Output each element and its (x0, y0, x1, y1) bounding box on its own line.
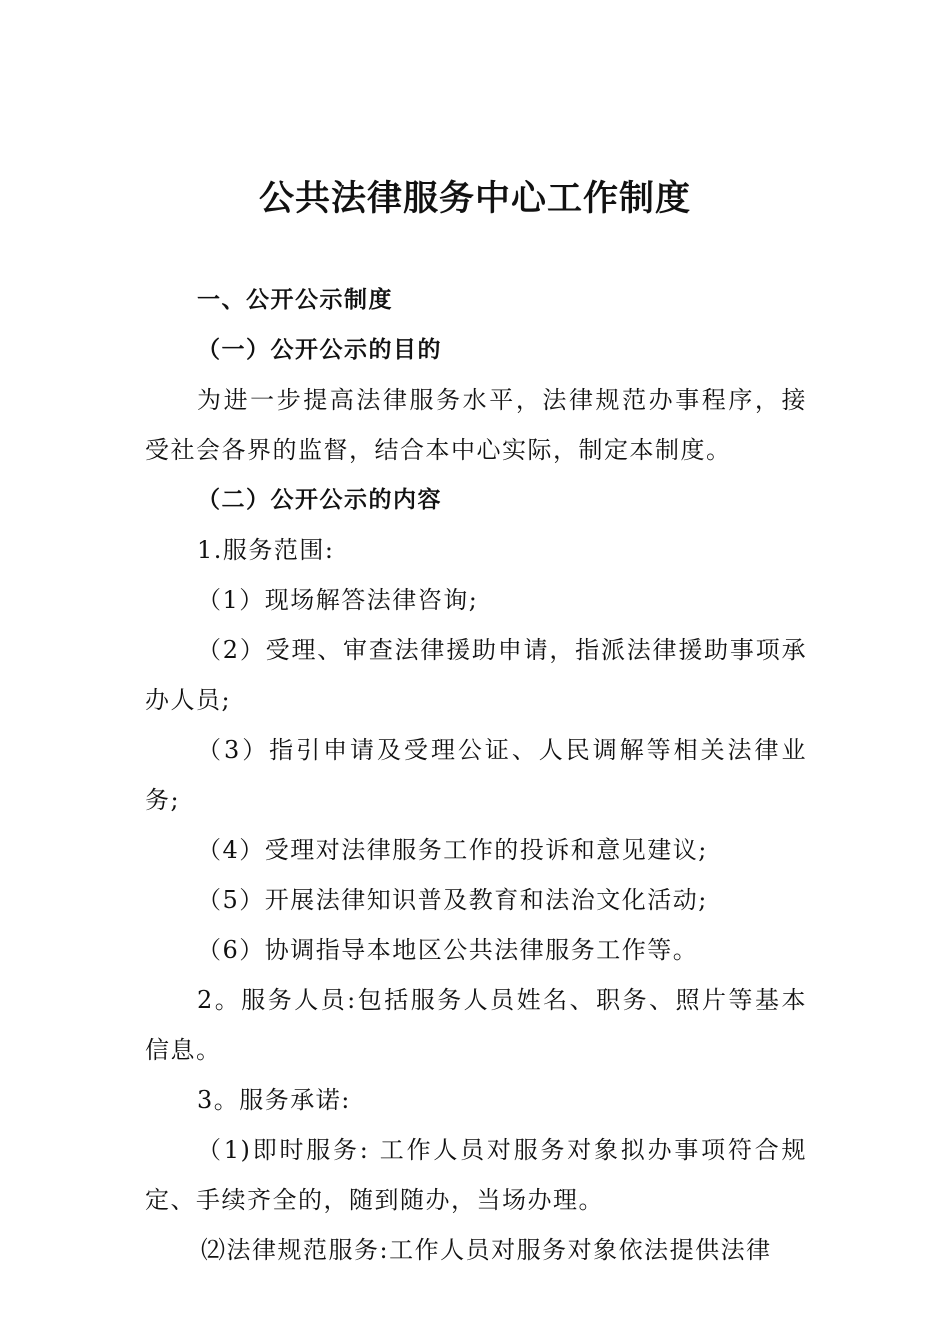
list-item: （6）协调指导本地区公共法律服务工作等。 (197, 936, 699, 964)
list-item: （2）受理、审查法律援助申请，指派法律援助事项承办人员; (145, 636, 807, 714)
document-title: 公共法律服务中心工作制度 (258, 179, 691, 219)
list-item: （1）现场解答法律咨询; (197, 586, 479, 614)
document-body (145, 275, 807, 1275)
paragraph: 为进一步提高法律服务水平，法律规范办事程序，接受社会各界的监督，结合本中心实际，制定本制度。 (145, 386, 807, 464)
section-heading: 一、公开公示制度 (197, 287, 393, 313)
subsection-heading: （二）公开公示的内容 (197, 487, 442, 513)
paragraph: 3。服务承诺: (197, 1086, 351, 1114)
paragraph: 2。服务人员:包括服务人员姓名、职务、照片等基本信息。 (145, 986, 807, 1064)
paragraph: （1)即时服务: 工作人员对服务对象拟办事项符合规定、手续齐全的，随到随办，当场办理。 (145, 1136, 807, 1214)
paragraph: 1.服务范围: (197, 536, 335, 564)
list-item: （4）受理对法律服务工作的投诉和意见建议; (197, 836, 708, 864)
list-item: （5）开展法律知识普及教育和法治文化活动; (197, 886, 708, 914)
paragraph: ⑵法律规范服务:工作人员对服务对象依法提供法律 (201, 1236, 772, 1264)
list-item: （3）指引申请及受理公证、人民调解等相关法律业务; (145, 736, 807, 814)
subsection-heading: （一）公开公示的目的 (197, 337, 442, 363)
